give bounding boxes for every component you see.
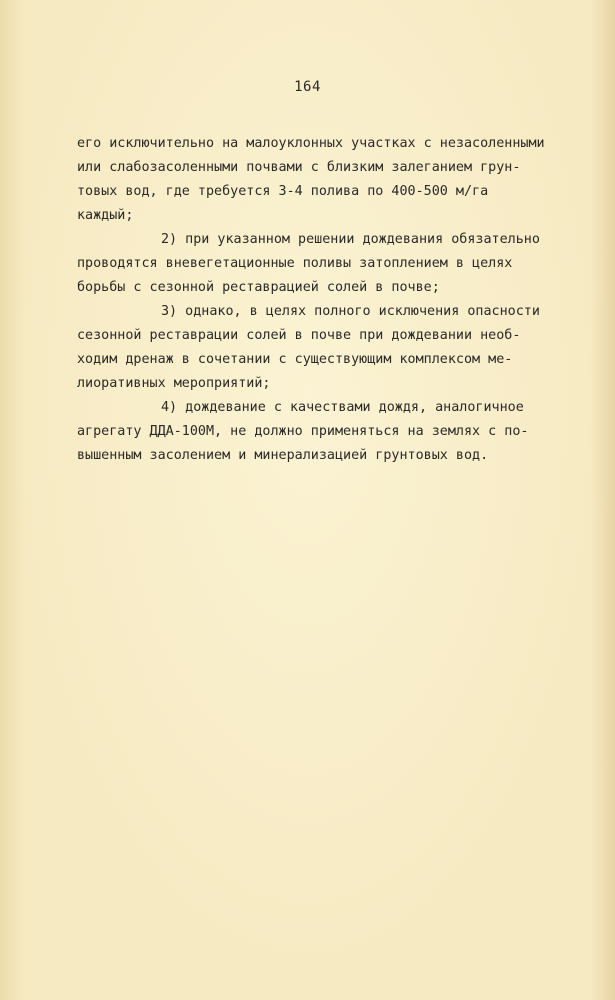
text-line: ходим дренаж в сочетании с существующим комплексом ме-: [77, 352, 513, 367]
text-line: проводятся вневегетационные поливы затоплением в целях: [77, 256, 513, 271]
text-line: 2) при указанном решении дождевания обязательно: [161, 232, 540, 247]
text-line: или слабозасоленными почвами с близким залеганием грун-: [77, 160, 521, 175]
body-text: [77, 132, 589, 468]
text-line: 3) однако, в целях полного исключения опасности: [161, 304, 540, 319]
text-line: борьбы с сезонной реставрацией солей в почве;: [77, 280, 440, 295]
text-line: сезонной реставрации солей в почве при дождевании необ-: [77, 328, 521, 343]
text-line: вышенным засолением и минерализацией грунтовых вод.: [77, 448, 489, 463]
text-line: товых вод, где требуется 3-4 полива по 400-500 м/га: [77, 184, 489, 199]
text-line: 4) дождевание с качествами дождя, аналогичное: [161, 400, 524, 415]
text-line: агрегату ДДА-100М, не должно применяться на землях с по-: [77, 424, 529, 439]
page-number: 164: [294, 79, 321, 95]
text-line: каждый;: [77, 208, 134, 223]
text-line: лиоративных мероприятий;: [77, 376, 271, 391]
text-line: его исключительно на малоуклонных участках с незасоленными: [77, 136, 545, 151]
